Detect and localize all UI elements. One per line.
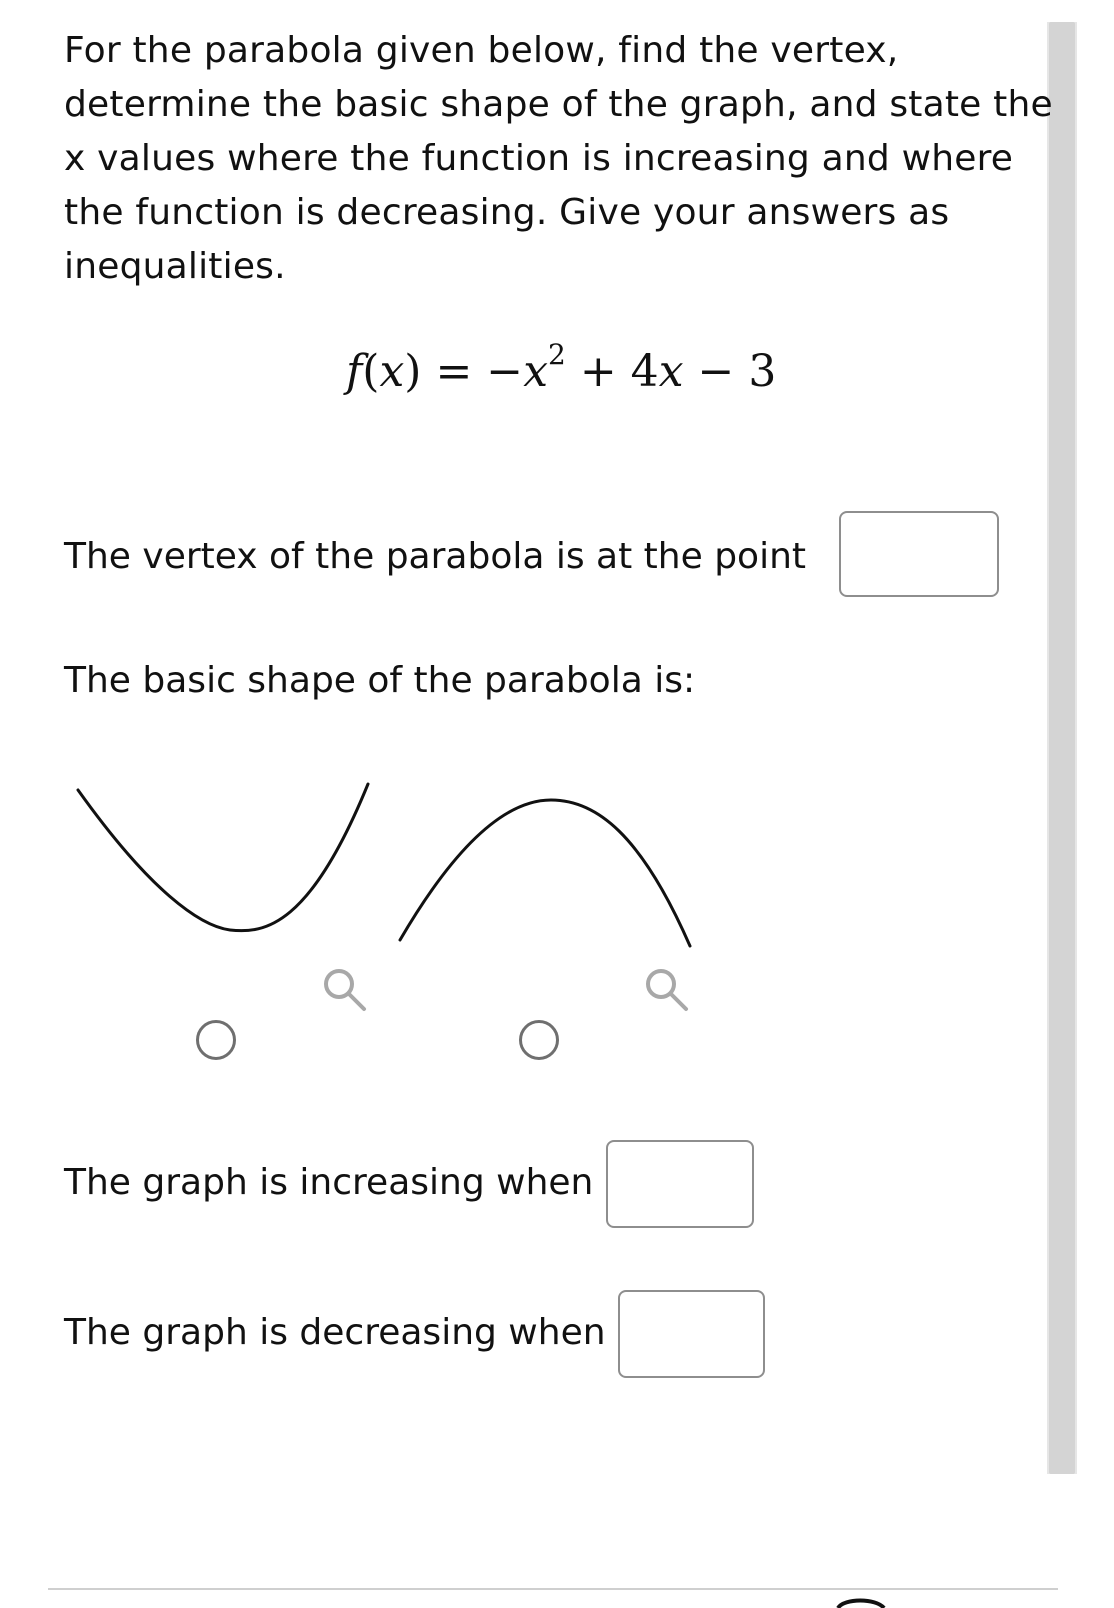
magnifier-icon[interactable] <box>320 965 368 1013</box>
question-text: For the parabola given below, find the vertex, determine the basic shape of the graph, and state the x values where the function is increasing and where the function is decreasing. Give your answers as inequalities. <box>64 30 1053 287</box>
increasing-label: The graph is increasing when <box>64 1162 594 1203</box>
equation-function-name: f <box>346 346 363 397</box>
vertex-answer-input[interactable] <box>839 511 999 597</box>
function-equation <box>346 338 777 402</box>
partial-circle-icon <box>832 1596 892 1608</box>
equation-plus-term: + 4 <box>565 346 659 397</box>
equation-exponent: 2 <box>548 338 566 371</box>
equation-constant-term: − 3 <box>683 346 777 397</box>
parabola-down-curve <box>400 800 690 946</box>
equation-linear-x: x <box>658 346 684 397</box>
increasing-answer-input[interactable] <box>606 1140 754 1228</box>
equation-variable: x <box>379 346 405 397</box>
equation-x-squared-base: x <box>523 346 549 397</box>
shape-option-up-radio[interactable] <box>196 1020 236 1060</box>
equation-close-paren: ) <box>404 346 422 397</box>
decreasing-answer-input[interactable] <box>618 1290 765 1378</box>
shape-label: The basic shape of the parabola is: <box>64 660 696 701</box>
parabola-opens-down-graph[interactable] <box>396 794 696 948</box>
magnifier-icon[interactable] <box>642 965 690 1013</box>
divider <box>48 1588 1058 1590</box>
equation-equals-neg: = − <box>421 346 524 397</box>
equation-open-paren: ( <box>362 346 380 397</box>
parabola-up-curve <box>78 784 368 931</box>
decreasing-label: The graph is decreasing when <box>64 1312 606 1353</box>
vertex-label: The vertex of the parabola is at the point <box>64 536 807 577</box>
parabola-opens-up-graph[interactable] <box>70 776 376 942</box>
shape-option-down-radio[interactable] <box>519 1020 559 1060</box>
